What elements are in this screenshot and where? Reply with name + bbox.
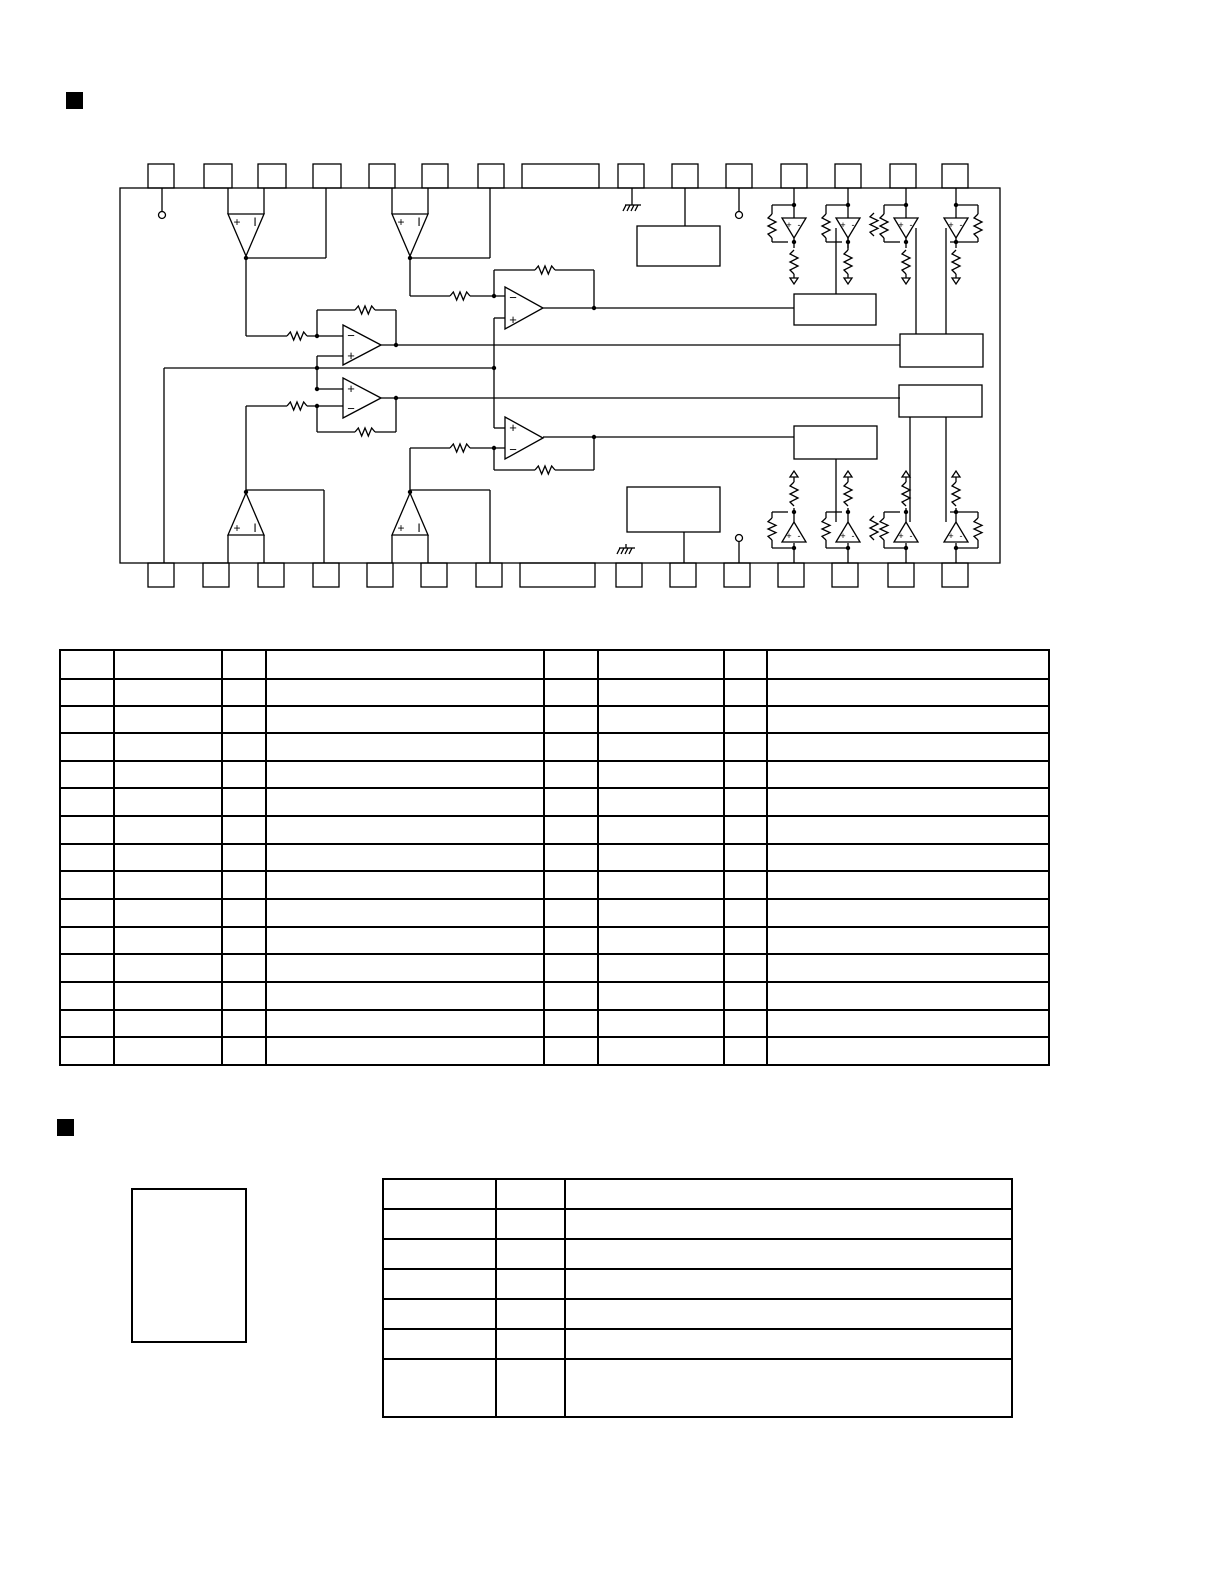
amplifier-symbol: + — [233, 521, 241, 535]
table-cell — [598, 816, 724, 844]
terminal-circle — [159, 212, 166, 219]
table-cell — [565, 1209, 1012, 1239]
table-cell — [60, 927, 114, 954]
amplifier-symbol: + — [509, 420, 517, 435]
table-row — [383, 1269, 1012, 1299]
table-cell — [60, 733, 114, 761]
table-cell — [598, 1010, 724, 1037]
table-cell — [266, 761, 544, 788]
table-cell — [114, 844, 222, 871]
table-row — [60, 899, 1049, 927]
amplifier-symbol: + — [397, 215, 405, 229]
table-cell — [565, 1179, 1012, 1209]
top-pin — [204, 164, 232, 188]
junction-dot — [592, 435, 596, 439]
amplifier-symbol: - — [959, 220, 963, 230]
terminal-circle — [736, 535, 743, 542]
ground-arrow — [790, 278, 798, 284]
amplifier-symbol: − — [509, 290, 517, 305]
amplifier-symbol: − — [347, 401, 355, 416]
resistor — [355, 428, 375, 436]
resistor — [844, 250, 852, 274]
top-pin — [672, 164, 698, 188]
top-pin — [726, 164, 752, 188]
table-cell — [496, 1269, 565, 1299]
amplifier-symbol: - — [959, 531, 963, 541]
table-cell — [266, 788, 544, 816]
amplifier-symbol: + — [233, 215, 241, 229]
resistor — [952, 250, 960, 274]
table-cell — [383, 1239, 496, 1269]
amplifier-symbol: - — [797, 220, 801, 230]
resistor — [974, 214, 982, 238]
table-cell — [60, 954, 114, 982]
table-cell — [266, 1037, 544, 1065]
table-cell — [266, 650, 544, 679]
table-row — [383, 1329, 1012, 1359]
top-pin — [522, 164, 599, 188]
table-cell — [767, 788, 1049, 816]
resistor — [844, 482, 852, 506]
table-cell — [724, 844, 767, 871]
amplifier-symbol: + — [786, 220, 792, 230]
table-cell — [496, 1179, 565, 1209]
resistor — [790, 482, 798, 506]
table-row — [60, 761, 1049, 788]
amplifier-symbol: + — [898, 220, 904, 230]
table-cell — [114, 679, 222, 706]
table-cell — [767, 733, 1049, 761]
supply-arrow — [902, 471, 910, 477]
table-cell — [60, 788, 114, 816]
table-cell — [767, 816, 1049, 844]
table-cell — [496, 1299, 565, 1329]
table-row — [383, 1209, 1012, 1239]
table-row — [383, 1359, 1012, 1417]
amplifier-symbol: - — [909, 531, 913, 541]
table-cell — [383, 1299, 496, 1329]
table-cell — [60, 706, 114, 733]
function-block — [900, 334, 983, 367]
top-pin — [890, 164, 916, 188]
table-cell — [222, 706, 266, 733]
table-cell — [114, 927, 222, 954]
table-cell — [383, 1359, 496, 1417]
table-cell — [114, 1037, 222, 1065]
table-cell — [544, 679, 598, 706]
table-row — [383, 1239, 1012, 1269]
top-pin — [313, 164, 341, 188]
bottom-pin — [258, 563, 284, 587]
amplifier-symbol: - — [797, 531, 801, 541]
table-cell — [266, 844, 544, 871]
table-cell — [767, 679, 1049, 706]
signal-table — [382, 1178, 1013, 1418]
table-cell — [222, 1010, 266, 1037]
table-cell — [724, 1010, 767, 1037]
table-cell — [724, 954, 767, 982]
top-pin — [835, 164, 861, 188]
table-cell — [544, 788, 598, 816]
table-cell — [114, 954, 222, 982]
terminal-circle — [736, 212, 743, 219]
table-row — [60, 679, 1049, 706]
table-cell — [598, 706, 724, 733]
bottom-pin — [888, 563, 914, 587]
bottom-pin — [670, 563, 696, 587]
table-cell — [114, 982, 222, 1010]
table-cell — [222, 844, 266, 871]
table-cell — [767, 954, 1049, 982]
wire — [635, 205, 638, 211]
table-cell — [266, 1010, 544, 1037]
amplifier-symbol: I — [253, 521, 257, 535]
table-cell — [544, 1037, 598, 1065]
table-cell — [266, 706, 544, 733]
amplifier-symbol: + — [840, 531, 846, 541]
table-cell — [598, 761, 724, 788]
table-cell — [767, 761, 1049, 788]
bottom-pin — [476, 563, 502, 587]
table-cell — [544, 899, 598, 927]
amplifier-symbol: I — [253, 215, 257, 229]
table-cell — [598, 927, 724, 954]
table-cell — [222, 899, 266, 927]
table-cell — [598, 899, 724, 927]
table-cell — [60, 871, 114, 899]
table-cell — [496, 1329, 565, 1359]
resistor — [974, 518, 982, 540]
table-cell — [724, 761, 767, 788]
resistor — [952, 482, 960, 506]
block-diagram — [0, 0, 1225, 620]
table-cell — [60, 1037, 114, 1065]
table-cell — [383, 1179, 496, 1209]
bottom-pin — [421, 563, 447, 587]
table-cell — [767, 706, 1049, 733]
top-pin — [478, 164, 504, 188]
table-cell — [598, 788, 724, 816]
junction-dot — [492, 366, 496, 370]
resistor — [768, 214, 776, 238]
table-cell — [724, 788, 767, 816]
table-cell — [598, 1037, 724, 1065]
resistor — [822, 518, 830, 540]
resistor — [822, 214, 830, 238]
amplifier-symbol: + — [347, 381, 355, 396]
table-cell — [266, 679, 544, 706]
table-cell — [383, 1269, 496, 1299]
table-cell — [598, 844, 724, 871]
resistor — [880, 214, 888, 238]
amplifier-symbol: + — [898, 531, 904, 541]
resistor — [902, 250, 910, 274]
function-block — [899, 385, 982, 417]
amplifier-symbol: - — [909, 220, 913, 230]
table-cell — [598, 982, 724, 1010]
table-cell — [565, 1329, 1012, 1359]
table-cell — [222, 871, 266, 899]
bottom-pin — [724, 563, 750, 587]
table-cell — [598, 733, 724, 761]
table-row — [60, 927, 1049, 954]
ground-arrow — [844, 278, 852, 284]
table-cell — [565, 1269, 1012, 1299]
table-cell — [60, 844, 114, 871]
table-cell — [114, 650, 222, 679]
resistor — [535, 266, 555, 274]
table-cell — [266, 982, 544, 1010]
table-row — [60, 706, 1049, 733]
table-cell — [544, 927, 598, 954]
table-cell — [114, 871, 222, 899]
amplifier-symbol: − — [509, 442, 517, 457]
supply-arrow — [790, 471, 798, 477]
resistor — [355, 306, 375, 314]
amplifier-symbol: + — [397, 521, 405, 535]
table-cell — [114, 706, 222, 733]
function-block — [637, 226, 720, 266]
table-cell — [496, 1239, 565, 1269]
table-cell — [724, 650, 767, 679]
bottom-pin — [778, 563, 804, 587]
table-cell — [565, 1359, 1012, 1417]
table-cell — [544, 844, 598, 871]
top-pin — [369, 164, 395, 188]
table-cell — [222, 733, 266, 761]
table-row — [383, 1179, 1012, 1209]
top-pin — [422, 164, 448, 188]
resistor — [880, 518, 888, 540]
table-cell — [222, 1037, 266, 1065]
table-cell — [767, 871, 1049, 899]
table-cell — [266, 927, 544, 954]
resistor — [535, 466, 555, 474]
supply-arrow — [844, 471, 852, 477]
top-pin — [258, 164, 286, 188]
ground-arrow — [902, 278, 910, 284]
top-pin — [942, 164, 968, 188]
table-cell — [496, 1209, 565, 1239]
bottom-pin — [520, 563, 595, 587]
table-cell — [565, 1299, 1012, 1329]
table-cell — [266, 733, 544, 761]
ground-arrow — [952, 278, 960, 284]
table-cell — [114, 899, 222, 927]
pin-function-table — [59, 649, 1050, 1066]
ic-package-outline — [131, 1188, 247, 1343]
table-cell — [544, 733, 598, 761]
table-cell — [724, 982, 767, 1010]
table-cell — [222, 927, 266, 954]
amplifier-symbol: + — [347, 348, 355, 363]
table-cell — [114, 761, 222, 788]
table-row — [60, 1037, 1049, 1065]
table-cell — [767, 650, 1049, 679]
table-cell — [565, 1239, 1012, 1269]
table-cell — [544, 816, 598, 844]
table-cell — [266, 816, 544, 844]
table-row — [60, 788, 1049, 816]
table-cell — [60, 650, 114, 679]
function-block — [627, 487, 720, 532]
table-cell — [724, 816, 767, 844]
table-cell — [60, 1010, 114, 1037]
table-cell — [383, 1209, 496, 1239]
resistor — [870, 213, 878, 236]
table-cell — [724, 899, 767, 927]
bottom-pin — [313, 563, 339, 587]
table-cell — [767, 844, 1049, 871]
resistor — [450, 292, 470, 300]
table-cell — [767, 899, 1049, 927]
table-cell — [222, 761, 266, 788]
table-cell — [767, 927, 1049, 954]
table-row — [60, 982, 1049, 1010]
table-row — [60, 844, 1049, 871]
table-cell — [60, 899, 114, 927]
amplifier-symbol: + — [948, 531, 954, 541]
wire — [621, 548, 624, 554]
table-cell — [222, 816, 266, 844]
wire — [629, 548, 632, 554]
table-cell — [544, 954, 598, 982]
junction-dot — [394, 396, 398, 400]
table-cell — [222, 954, 266, 982]
table-cell — [114, 1010, 222, 1037]
amplifier-symbol: + — [948, 220, 954, 230]
table-cell — [60, 816, 114, 844]
junction-dot — [315, 387, 319, 391]
table-cell — [60, 761, 114, 788]
table-cell — [60, 679, 114, 706]
table-cell — [544, 761, 598, 788]
table-cell — [598, 679, 724, 706]
amplifier-symbol: - — [851, 220, 855, 230]
table-cell — [724, 706, 767, 733]
wire — [627, 205, 630, 211]
table-cell — [496, 1359, 565, 1417]
table-cell — [767, 1010, 1049, 1037]
table-cell — [60, 982, 114, 1010]
junction-dot — [394, 343, 398, 347]
table-cell — [222, 650, 266, 679]
wire — [617, 548, 620, 554]
table-cell — [544, 1010, 598, 1037]
amplifier-symbol: − — [347, 328, 355, 343]
table-cell — [767, 1037, 1049, 1065]
section-marker-2 — [57, 1119, 74, 1136]
function-block — [794, 294, 876, 325]
table-row — [60, 816, 1049, 844]
table-cell — [598, 954, 724, 982]
table-cell — [544, 650, 598, 679]
table-cell — [222, 788, 266, 816]
bottom-pin — [148, 563, 174, 587]
table-cell — [222, 982, 266, 1010]
table-row — [383, 1299, 1012, 1329]
amplifier-symbol: I — [417, 215, 421, 229]
top-pin — [618, 164, 644, 188]
table-cell — [114, 788, 222, 816]
amplifier-symbol: I — [417, 521, 421, 535]
resistor — [790, 250, 798, 274]
table-row — [60, 1010, 1049, 1037]
bottom-pin — [616, 563, 642, 587]
amplifier-symbol: + — [840, 220, 846, 230]
wire — [623, 205, 626, 211]
table-cell — [383, 1329, 496, 1359]
resistor — [450, 444, 470, 452]
table-row — [60, 954, 1049, 982]
resistor — [870, 516, 878, 540]
wire — [625, 548, 628, 554]
top-pin — [148, 164, 174, 188]
table-row — [60, 733, 1049, 761]
amplifier-symbol: - — [851, 531, 855, 541]
amplifier-symbol: + — [509, 312, 517, 327]
resistor — [287, 332, 307, 340]
table-cell — [114, 816, 222, 844]
table-cell — [114, 733, 222, 761]
table-cell — [598, 650, 724, 679]
table-cell — [544, 706, 598, 733]
bottom-pin — [367, 563, 393, 587]
table-cell — [724, 927, 767, 954]
table-row — [60, 871, 1049, 899]
bottom-pin — [832, 563, 858, 587]
table-cell — [266, 954, 544, 982]
table-cell — [544, 982, 598, 1010]
junction-dot — [592, 306, 596, 310]
resistor — [902, 482, 910, 506]
top-pin — [781, 164, 807, 188]
table-cell — [598, 871, 724, 899]
function-block — [794, 426, 877, 459]
resistor — [768, 518, 776, 540]
table-row — [60, 650, 1049, 679]
table-cell — [724, 733, 767, 761]
resistor — [287, 402, 307, 410]
table-cell — [266, 871, 544, 899]
table-cell — [767, 982, 1049, 1010]
table-cell — [724, 871, 767, 899]
table-cell — [266, 899, 544, 927]
table-cell — [544, 871, 598, 899]
amplifier-symbol: + — [786, 531, 792, 541]
wire — [631, 205, 634, 211]
table-cell — [724, 1037, 767, 1065]
bottom-pin — [203, 563, 229, 587]
table-cell — [724, 679, 767, 706]
supply-arrow — [952, 471, 960, 477]
table-cell — [222, 679, 266, 706]
bottom-pin — [942, 563, 968, 587]
